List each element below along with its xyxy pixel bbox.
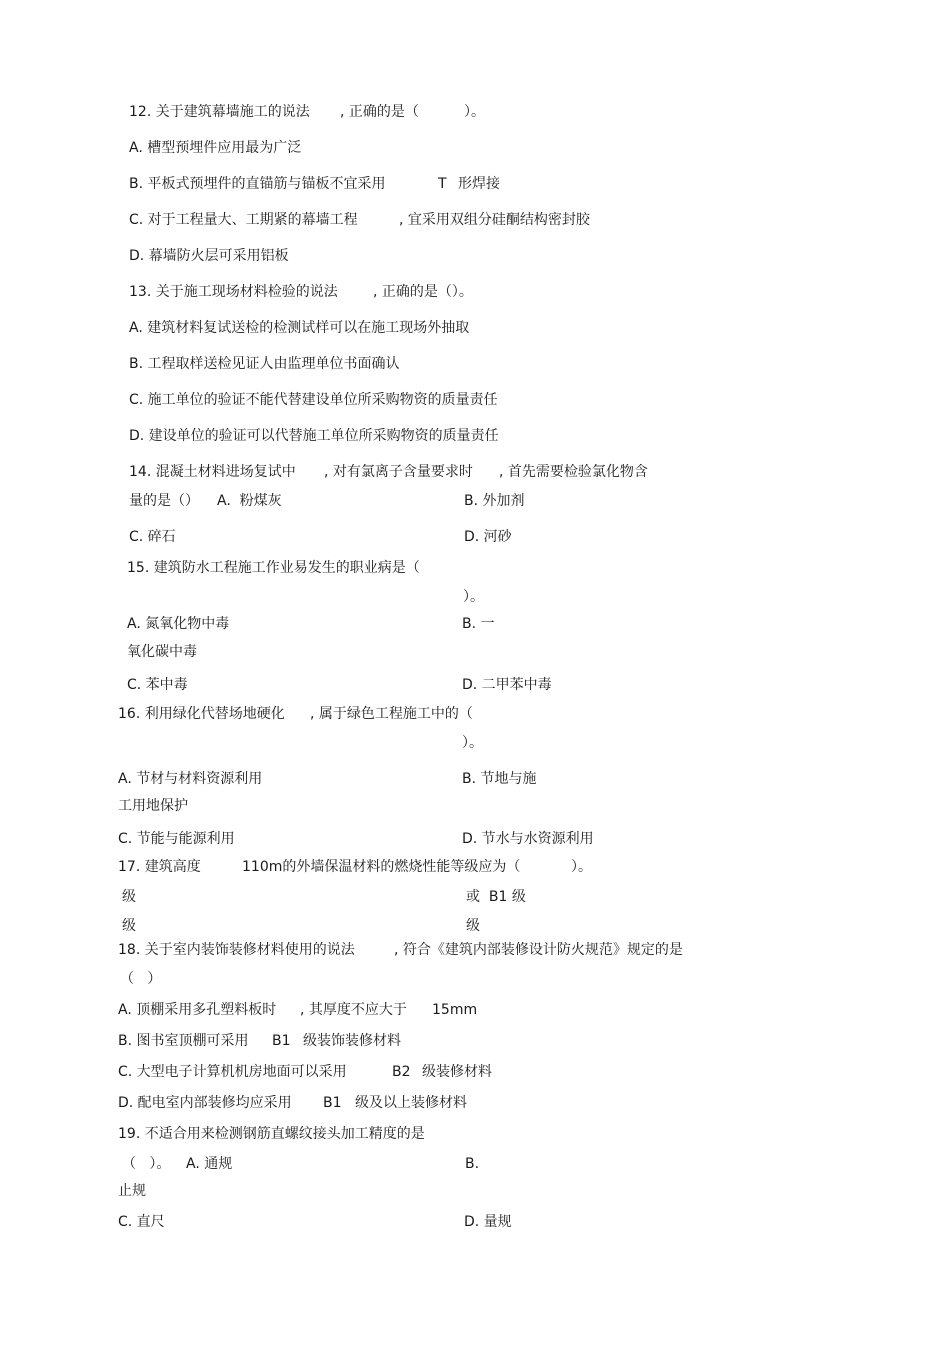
question-13-option-a: A. 建筑材料复试送检的检测试样可以在施工现场外抽取: [129, 320, 470, 336]
question-18-option-a-mid: , 其厚度不应大于: [300, 1002, 407, 1018]
question-12-option-d: D. 幕墙防火层可采用铝板: [129, 248, 289, 264]
question-16-stem: 16. 利用绿化代替场地硬化: [118, 706, 285, 722]
question-18-option-d: D. 配电室内部装修均应采用: [118, 1095, 292, 1111]
question-13-stem-cont: , 正确的是（）。: [373, 284, 473, 300]
question-19-stem: 19. 不适合用来检测钢筋直螺纹接头加工精度的是: [118, 1126, 425, 1142]
question-18-option-d-mid: B1: [323, 1095, 342, 1111]
question-15-option-b: B. 一: [462, 616, 495, 632]
question-14-option-d: D. 河砂: [464, 529, 512, 545]
question-17-row2-left: 级: [122, 918, 136, 934]
question-15-option-d: D. 二甲苯中毒: [462, 677, 552, 693]
question-17-stem-cont: 110m的外墙保温材料的燃烧性能等级应为（: [242, 859, 521, 875]
question-12-option-a: A. 槽型预埋件应用最为广泛: [129, 140, 302, 156]
question-18-stem-cont: , 符合《建筑内部装修设计防火规范》规定的是: [394, 942, 683, 958]
question-13-option-b: B. 工程取样送检见证人由监理单位书面确认: [129, 356, 400, 372]
question-18-option-a-end: 15mm: [432, 1002, 478, 1018]
question-12-option-b-end: 形焊接: [458, 176, 500, 192]
question-19-option-d: D. 量规: [464, 1214, 512, 1230]
question-18-option-b: B. 图书室顶棚可采用: [118, 1033, 249, 1049]
question-17-stem-end: ）。: [571, 859, 592, 875]
question-17-stem: 17. 建筑高度: [118, 859, 201, 875]
question-16-option-b: B. 节地与施: [462, 771, 537, 787]
question-12-stem: 12. 关于建筑幕墙施工的说法: [129, 104, 310, 120]
question-16-option-c: C. 节能与能源利用: [118, 831, 235, 847]
question-14-stem-cont: , 对有氯离子含量要求时: [324, 464, 473, 480]
question-14-stem: 14. 混凝土材料进场复试中: [129, 464, 296, 480]
question-12-stem-cont: , 正确的是（: [340, 104, 419, 120]
question-18-option-c-end: 级装修材料: [422, 1064, 492, 1080]
question-19-option-a: A. 通规: [186, 1156, 233, 1172]
question-16-option-a: A. 节材与材料资源利用: [118, 771, 263, 787]
question-13-option-c: C. 施工单位的验证不能代替建设单位所采购物资的质量责任: [129, 392, 498, 408]
question-19-option-c: C. 直尺: [118, 1214, 165, 1230]
question-18-option-a: A. 顶棚采用多孔塑料板时: [118, 1002, 277, 1018]
question-15-stem: 15. 建筑防水工程施工作业易发生的职业病是（: [127, 560, 420, 576]
question-16-option-d: D. 节水与水资源利用: [462, 831, 594, 847]
question-18-option-b-end: 级装饰装修材料: [303, 1033, 401, 1049]
question-13-stem: 13. 关于施工现场材料检验的说法: [129, 284, 338, 300]
question-18-stem: 18. 关于室内装饰装修材料使用的说法: [118, 942, 355, 958]
question-13-option-d: D. 建设单位的验证可以代替施工单位所采购物资的质量责任: [129, 428, 499, 444]
question-18-stem-end: （ ）: [120, 971, 162, 987]
question-17-row1-left: 级: [122, 889, 136, 905]
question-17-row2-right: 级: [466, 918, 480, 934]
question-16-option-b-cont: 工用地保护: [118, 798, 188, 814]
question-14-stem-cont-2: , 首先需要检验氯化物含: [499, 464, 648, 480]
question-15-stem-end: ）。: [463, 589, 484, 605]
question-15-option-c: C. 苯中毒: [127, 677, 188, 693]
question-18-option-c-mid: B2: [392, 1064, 411, 1080]
question-19-option-b: B.: [465, 1156, 480, 1172]
question-14-stem-end: 量的是（）: [129, 493, 199, 509]
question-12-option-b: B. 平板式预埋件的直锚筋与锚板不宜采用: [129, 176, 386, 192]
question-14-option-b: B. 外加剂: [464, 493, 525, 509]
question-12-option-c: C. 对于工程量大、工期紧的幕墙工程: [129, 212, 358, 228]
question-14-option-a: A. 粉煤灰: [217, 493, 282, 509]
question-19-stem-end: （ ）。: [122, 1156, 171, 1172]
question-15-option-a: A. 氮氧化物中毒: [127, 616, 230, 632]
question-18-option-d-end: 级及以上装修材料: [355, 1095, 467, 1111]
question-18-option-b-mid: B1: [272, 1033, 291, 1049]
question-12-option-b-mid: T: [438, 176, 447, 192]
question-15-option-b-cont: 氧化碳中毒: [127, 644, 197, 660]
question-19-option-b-cont: 止规: [118, 1183, 146, 1199]
question-16-stem-end: ）。: [462, 735, 483, 751]
question-18-option-c: C. 大型电子计算机机房地面可以采用: [118, 1064, 347, 1080]
question-16-stem-cont: , 属于绿色工程施工中的（: [310, 706, 473, 722]
question-17-row1-right: 或 B1 级: [466, 889, 526, 905]
question-12-option-c-cont: , 宜采用双组分硅酮结构密封胶: [399, 212, 590, 228]
question-14-option-c: C. 碎石: [129, 529, 176, 545]
question-12-stem-end: ）。: [464, 104, 485, 120]
